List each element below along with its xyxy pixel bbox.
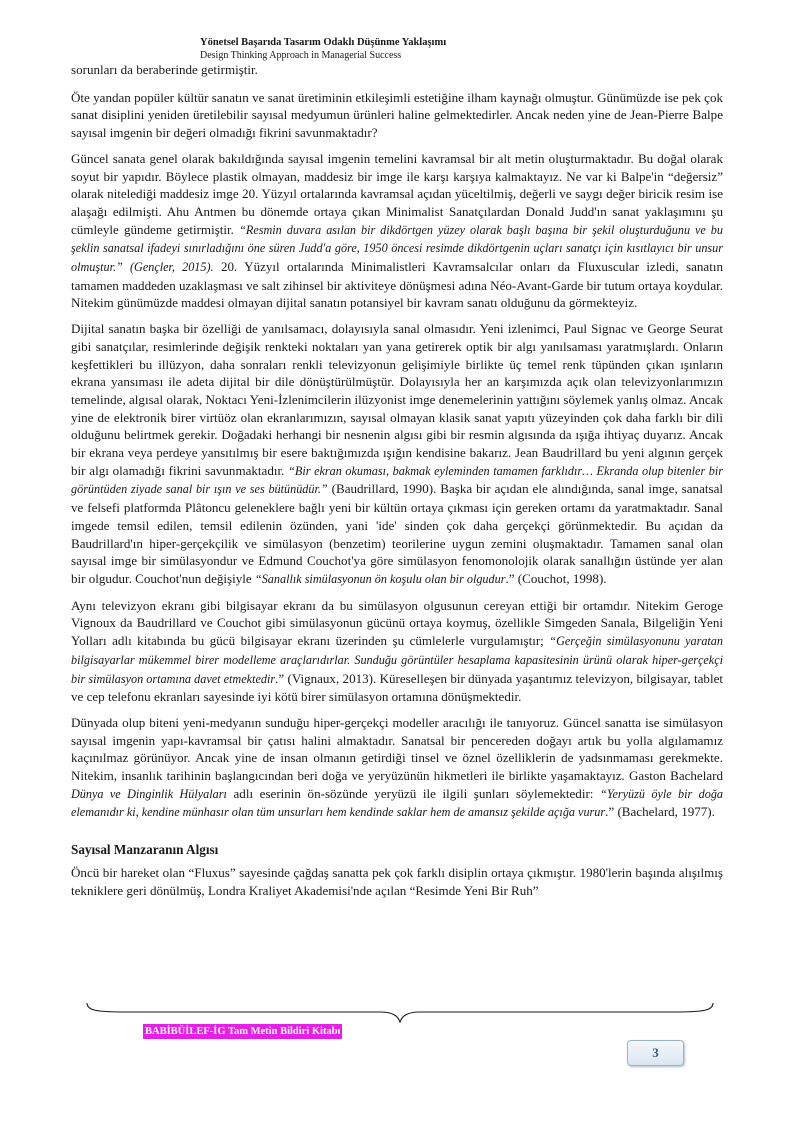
book-title: Dünya ve Dinginlik Hülyaları	[71, 786, 227, 801]
text-run: .” (Couchot, 1998).	[505, 570, 607, 586]
paragraph-digital-illusion	[71, 320, 723, 589]
footer-brace-decoration	[85, 1001, 715, 1023]
text-run: Güncel sanata genel olarak bakıldığında sayısal imgenin temelini kavramsal bir alt metin oluşturmaktadır. Bu doğal olarak soyut bir yapıdır. Böylece plastik olmayan, maddesiz bir imge ile karşı karşıya kalmaktayız. Ne var ki Balpe'in “değersiz” olarak nitelediği maddesiz imge 20. Yüzyıl ortalarında kavramsal açıdan yüceltilmiş, değerli ve saygı değer biricik resim ise alaşağı edilmişti. Ahu Antmen bu dönemde ortaya çıkan Minimalist Sanatçılardan Donald Judd'ın sanat yaklaşımını şu cümleyle gündeme getirmiştir.	[71, 150, 723, 237]
quote-baudrillard: “Bir ekran okuması, bakmak eyleminden tamamen farklıdır… Ekranda olup bitenler bir görüntüden ziyade sanal bir ışın ve ses bütünüdür.”	[71, 463, 723, 497]
quote-judd: “Resmin duvara asılan bir dikdörtgen yüzey olarak başlı başına bir şekil oluşturduğunu ve bu şeklin sanatsal ifadeyi sınırladığını öne süren Judd'a göre, 1950 öncesi resimde dikdörtgenin uçları sanatçı için kısıtlayıcı bir unsur olmuştur.” (Gençler, 2015).	[71, 222, 723, 275]
footer-book-label: BABİBÜİLEF-İG Tam Metin Bildiri Kitabı	[145, 1026, 341, 1037]
text-run: adlı eserinin ön-sözünde yeryüzü ile ilgili şunları söylemektedir:	[233, 785, 594, 801]
quote-vignaux: “Gerçeğin simülasyonunu yaratan bilgisayarlar mükemmel birer modelleme araçlarıdırlar. Sunduğu görüntüler hesaplama kapasitesinin ürünü olarak hiper-gerçekçi bir simülasyon ortamına davet etmektedir	[71, 634, 723, 686]
running-header	[200, 36, 446, 62]
article-body	[71, 61, 723, 907]
text-run: Aynı televizyon ekranı gibi bilgisayar ekranı da bu simülasyon olgusunun cereyan ettiği bir ortamdır. Nitekim Geroge Vignoux da Baudrillard ve Couchot gibi simülasyonun gücünü ortaya koymuş, özellikle Simgeden Sanala, Bilgeliğin Yeni Yolları adlı kitabında bu gücü bilgisayar ekranı üzerinden şu cümlelerle vurgulamıştır;	[71, 597, 723, 649]
paragraph-conceptual-image	[71, 150, 723, 312]
quote-couchot: “Sanallık simülasyonun ön koşulu olan bir olgudur	[254, 571, 506, 586]
page-number: 3	[652, 1045, 659, 1060]
paragraph-continuation: sorunları da beraberinde getirmiştir.	[71, 62, 258, 77]
header-title: Yönetsel Başarıda Tasarım Odaklı Düşünme Yaklaşımı	[200, 37, 447, 48]
page-number-badge	[627, 1040, 684, 1066]
text-run: .” (Vignaux, 2013). Küreselleşen bir dünyada yaşantımız televizyon, bilgisayar, tablet ve cep telefonu ekranları sayesinde iyi kötü birer simülasyon ortamına dönüşmektedir.	[71, 670, 723, 705]
text-run: .” (Bachelard, 1977).	[605, 804, 715, 820]
paragraph-computer-screen	[71, 597, 723, 706]
paragraph-hyperreal-models	[71, 714, 723, 822]
header-subtitle: Design Thinking Approach in Managerial Success	[200, 50, 402, 61]
text-run: 20. Yüzyıl ortalarında Minimalistleri Kavramsalcılar onları da Fluxuscular izledi, sanatın tamamen maddeden uzaklaşması ve salt zihinsel bir aktiviteye dönüşmesi adına Néo-Avant-Garde bir tutum ortaya koydular. Nitekim günümüzde maddesi olmayan dijital sanatın potansiyel bir kavram sanatı olduğunu da görmekteyiz.	[71, 259, 723, 311]
quote-bachelard: “Yeryüzü öyle bir doğa elemanıdır ki, kendine münhasır olan tüm unsurları hem kendinde saklar hem de amansız şekilde açığa vurur	[71, 786, 724, 820]
section-heading: Sayısal Manzaranın Algısı	[71, 842, 219, 858]
text-run: (Baudrillard, 1990). Başka bir açıdan ele alındığında, sanal imge, sanatsal ve felsefi platformda Plâtoncu geleneklere bağlı yeni bir kültün ortaya çıkması için gereken ortamı da yaratmaktadır. Sanal imgede temsil edilen, temsil edilenin özünden, yani 'ide' sinden çok daha gerçekçi görünmektedir. Bu açıdan da Baudrillard'ın hiper-gerçekçilik ve simülasyon (benzetim) teorilerine uygun zemini oluşmaktadır. Tamamen sanal olan sayısal imge bir simülasyondur ve Edmund Couchot'ya göre simülasyon fenomonolojik olarak sanallığın üstünde yer alan bir olgudur. Couchot'nun değişiyle	[71, 481, 723, 586]
paragraph-balpe: Öte yandan popüler kültür sanatın ve sanat üretiminin etkileşimli estetiğine ilham kaynağı olmuştur. Günümüzde ise pek çok sanat disiplini yeniden üretilebilir sayısal medyumun ürünleri haline gelmektedirler. Ancak neden yine de Jean-Pierre Balpe sayısal imgenin bir değeri olmadığı fikrini savunmaktadır?	[71, 89, 723, 141]
text-run: Dijital sanatın başka bir özelliği de yanılsamacı, dolayısıyla sanal olmasıdır. Yeni izlenimci, Paul Signac ve George Seurat gibi sanatçılar, resimlerinde değişik renkteki noktaları yan yana getirerek optik bir algı yanılsaması yaratmışlardı. Onların keşfettikleri bu illüzyon, daha sonraları renkli televizyonun gelişimiyle birlikte üç temel renk tüpünden çıkan ışınların ekrana yansıması ile adeta dijital bir dile dönüştürülmüştür. Dolayısıyla her an karşımızda açık olan televizyonlarımızın temelinde, algısal olarak, Noktacı Yeni-İzlenimcilerin ilüzyonist imge denemelerinin yattığını söylemek yanlış olmaz. Ancak yine de elektronik birer virtüöz olan ekranlarımızın, sayısal olmayan klasik sanat yapıtı yüzeyinden çok daha farklı bir dili olduğunu belirtmek gerekir. Doğadaki herhangi bir nesnenin algısı gibi bir resmin algısında da ışığa ihtiyaç duyarız. Ancak bir ekrana veya perdeye yansıtılmış bir esere baktığımızda ışığın kendisine bakarız. Jean Baudrillard bu yeni algının gerçek bir algı olamadığı fikrini savunmaktadır.	[71, 321, 723, 478]
text-run: Dünyada olup biteni yeni-medyanın sunduğu hiper-gerçekçi modeller aracılığı ile tanıyoruz. Güncel sanatta ise simülasyon sayısal imgenin yapı-kavramsal bir çatısı halini almaktadır. Sanatsal bir pencereden doğayı artık bu yolla algılamamız kaçınılmaz görünüyor. Ancak yine de insan olmanın getirdiği tinsel ve öznel özelliklerin de yadsınmaması gerekmekte. Nitekim, insanlık tarihinin başlangıcından beri doğa ve yeryüzünün hikmetleri ile birlikte yaşamaktayız. Gaston Bachelard	[71, 714, 723, 784]
paragraph-fluxus: Öncü bir hareket olan “Fluxus” sayesinde çağdaş sanatta pek çok farklı disiplin ortaya çıkmıştır. 1980'lerin başında alışılmış tekniklere geri dönülmüş, Londra Kraliyet Akademisi'nde açılan “Resimde Yeni Bir Ruh”	[71, 864, 723, 898]
